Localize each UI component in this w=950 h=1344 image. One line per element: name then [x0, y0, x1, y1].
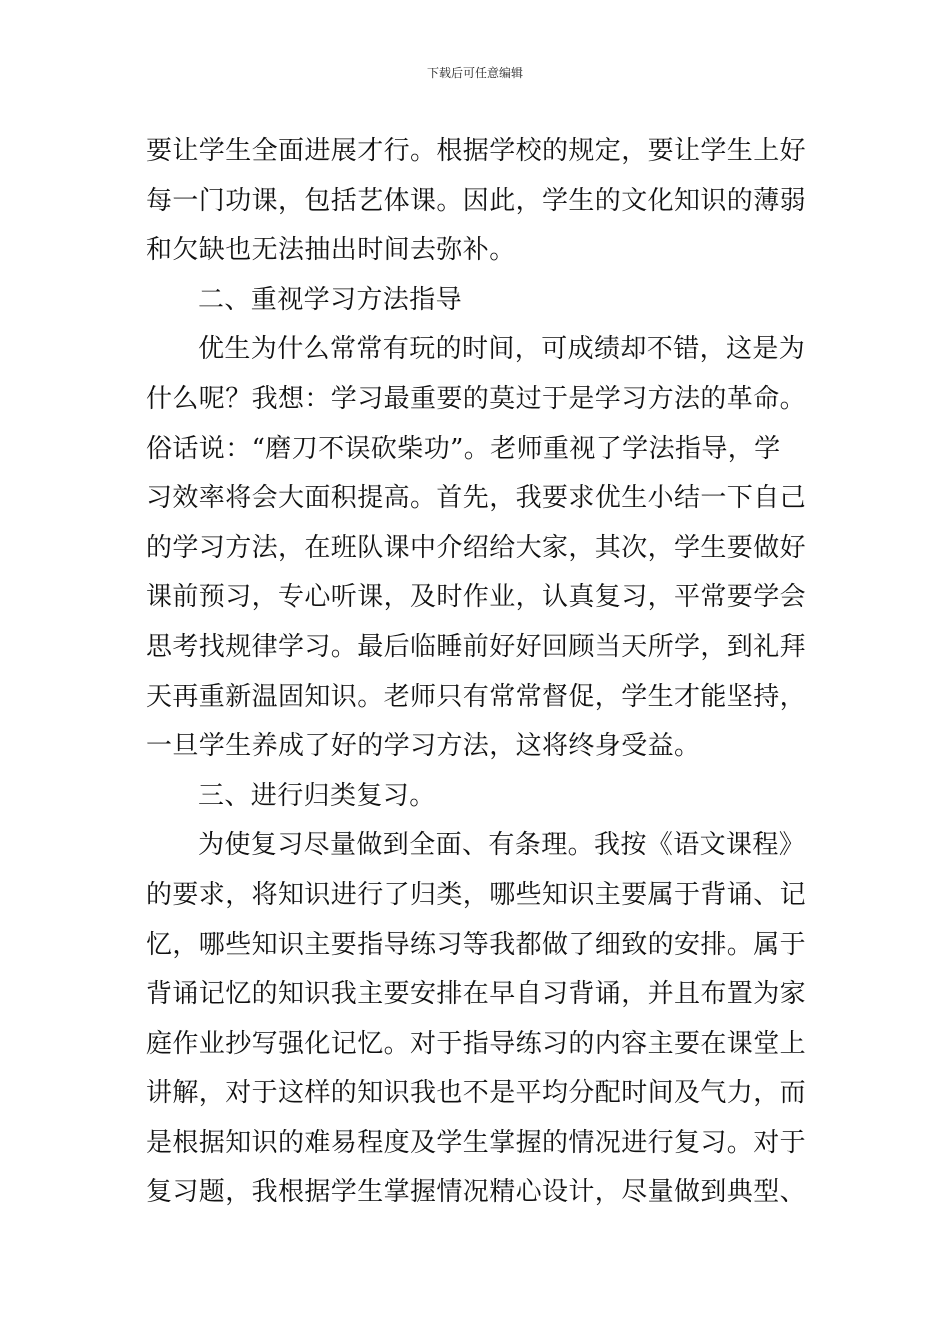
text-line: 复习题，我根据学生掌握情况精心设计，尽量做到典型、	[146, 1177, 807, 1208]
text-line: 忆，哪些知识主要指导练习等我都做了细致的安排。属于	[146, 929, 807, 960]
text-line: 俗话说：“磨刀不误砍柴功”。老师重视了学法指导，学	[146, 433, 781, 464]
section-heading: 三、进行归类复习。	[198, 780, 436, 811]
text-line: 背诵记忆的知识我主要安排在早自习背诵，并且布置为家	[146, 979, 807, 1010]
text-line: 的学习方法，在班队课中介绍给大家，其次，学生要做好	[146, 532, 807, 563]
text-line: 一旦学生养成了好的学习方法，这将终身受益。	[146, 731, 701, 762]
text-line: 思考找规律学习。最后临睡前好好回顾当天所学，到礼拜	[146, 631, 807, 662]
text-line: 讲解，对于这样的知识我也不是平均分配时间及气力，而	[146, 1078, 807, 1109]
text-line: 习效率将会大面积提高。首先，我要求优生小结一下自己	[146, 483, 807, 514]
body-text	[146, 127, 806, 1218]
text-line: 课前预习，专心听课，及时作业，认真复习，平常要学会	[146, 582, 807, 613]
text-line: 为使复习尽量做到全面、有条理。我按《语文课程》	[198, 830, 806, 861]
text-line: 要让学生全面进展才行。根据学校的规定，要让学生上好	[146, 136, 807, 166]
text-line: 每一门功课，包括艺体课。因此，学生的文化知识的薄弱	[146, 185, 807, 216]
page-header: 下载后可任意编辑	[426, 66, 523, 80]
text-line: 什么呢？我想：学习最重要的莫过于是学习方法的革命。	[146, 383, 807, 414]
text-line: 庭作业抄写强化记忆。对于指导练习的内容主要在课堂上	[146, 1028, 807, 1059]
text-line: 优生为什么常常有玩的时间，可成绩却不错，这是为	[198, 334, 806, 365]
text-line: 是根据知识的难易程度及学生掌握的情况进行复习。对于	[146, 1127, 807, 1158]
text-line: 的要求，将知识进行了归类，哪些知识主要属于背诵、记	[146, 879, 807, 910]
text-line: 和欠缺也无法抽出时间去弥补。	[146, 235, 516, 266]
text-line: 天再重新温固知识。老师只有常常督促，学生才能坚持，	[146, 681, 807, 712]
section-heading: 二、重视学习方法指导	[198, 284, 463, 315]
